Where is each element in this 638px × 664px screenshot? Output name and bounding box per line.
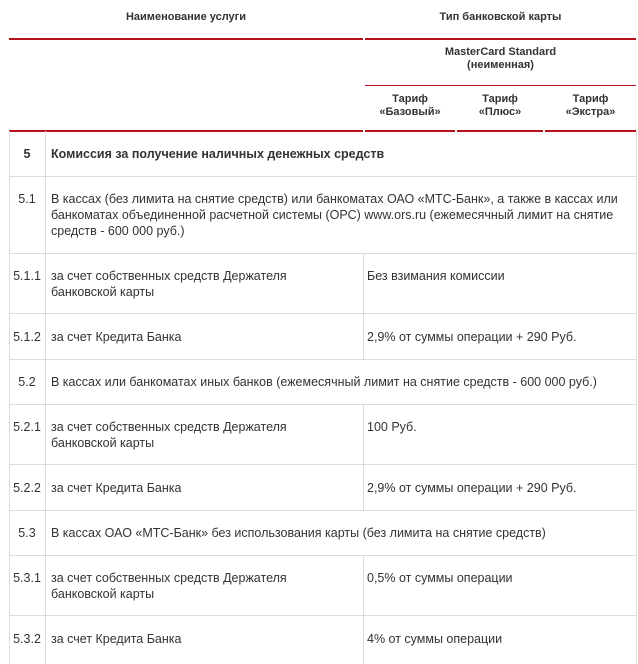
row-text: за счет Кредита Банка xyxy=(51,481,182,495)
row-divider xyxy=(9,464,636,465)
row-number: 5.2.2 xyxy=(13,481,41,495)
tariff-extra xyxy=(545,93,636,119)
row-number: 5.3.1 xyxy=(13,571,41,585)
card-name-line1: MasterCard Standard xyxy=(444,46,557,58)
tariff-base-line1: Тариф xyxy=(392,93,428,105)
col-divider-num xyxy=(45,131,46,664)
row-number: 5.3.2 xyxy=(13,632,41,646)
row-divider xyxy=(9,404,636,405)
row-number: 5.1.2 xyxy=(13,330,41,344)
row-text: за счет собственных средств Держателя банковской карты xyxy=(51,420,287,450)
row-number: 5.1.1 xyxy=(13,269,41,283)
col-header-card-type: Тип банковской карты xyxy=(439,11,562,23)
tariff-extra-line2: «Экстра» xyxy=(565,106,616,118)
col-divider-value xyxy=(363,253,364,359)
tariff-extra-underline xyxy=(545,130,636,132)
tariff-plus-line2: «Плюс» xyxy=(478,106,522,118)
tariff-base xyxy=(365,93,455,119)
row-number: 5.1 xyxy=(18,192,36,206)
row-divider xyxy=(9,359,636,360)
row-text: за счет Кредита Банка xyxy=(51,330,182,344)
row-text: В кассах (без лимита на снятие средств) или банкоматах ОАО «МТС-Банк», а также в кассах или банкоматах объединенной расчетной системы (ОРС) www.ors.ru (ежемесячный лимит на снятие средств - 600 000 руб.) xyxy=(51,192,618,238)
row-divider xyxy=(9,176,636,177)
col-divider-value xyxy=(363,404,364,510)
row-number: 5 xyxy=(23,147,31,161)
col-divider-value xyxy=(363,555,364,664)
row-value: 2,9% от суммы операции + 290 Руб. xyxy=(367,481,577,495)
card-name xyxy=(365,46,636,72)
tariff-base-underline xyxy=(365,130,455,132)
row-number: 5.2 xyxy=(18,375,36,389)
row-value: 100 Руб. xyxy=(367,420,417,434)
header-bottom-left xyxy=(9,130,363,132)
row-value: 4% от суммы операции xyxy=(367,632,503,646)
header-divider-right xyxy=(365,38,636,40)
header-divider-left xyxy=(9,38,363,40)
row-divider xyxy=(9,510,636,511)
col-header-service: Наименование услуги xyxy=(125,11,247,23)
row-text: за счет Кредита Банка xyxy=(51,632,182,646)
tariff-plus xyxy=(457,93,543,119)
row-divider xyxy=(9,615,636,616)
row-text: Комиссия за получение наличных денежных средств xyxy=(51,147,385,161)
tariff-extra-line1: Тариф xyxy=(572,93,609,105)
row-number: 5.2.1 xyxy=(13,420,41,434)
row-divider xyxy=(9,313,636,314)
row-value: 2,9% от суммы операции + 290 Руб. xyxy=(367,330,577,344)
col-divider-right xyxy=(636,131,637,664)
row-text: за счет собственных средств Держателя банковской карты xyxy=(51,269,287,299)
row-value: 0,5% от суммы операции xyxy=(367,571,513,585)
tariff-plus-underline xyxy=(457,130,543,132)
tariff-plus-line1: Тариф xyxy=(482,93,518,105)
tariff-base-line2: «Базовый» xyxy=(379,106,441,118)
row-text: за счет собственных средств Держателя банковской карты xyxy=(51,571,287,601)
row-text: В кассах или банкоматах иных банков (ежемесячный лимит на снятие средств - 600 000 руб.) xyxy=(51,375,597,389)
row-divider xyxy=(9,555,636,556)
card-name-line2: (неименная) xyxy=(467,59,534,71)
row-divider xyxy=(9,253,636,254)
row-number: 5.3 xyxy=(18,526,36,540)
card-name-divider xyxy=(365,85,636,86)
row-value: Без взимания комиссии xyxy=(367,269,505,283)
row-text: В кассах ОАО «МТС-Банк» без использования карты (без лимита на снятие средств) xyxy=(51,526,546,540)
